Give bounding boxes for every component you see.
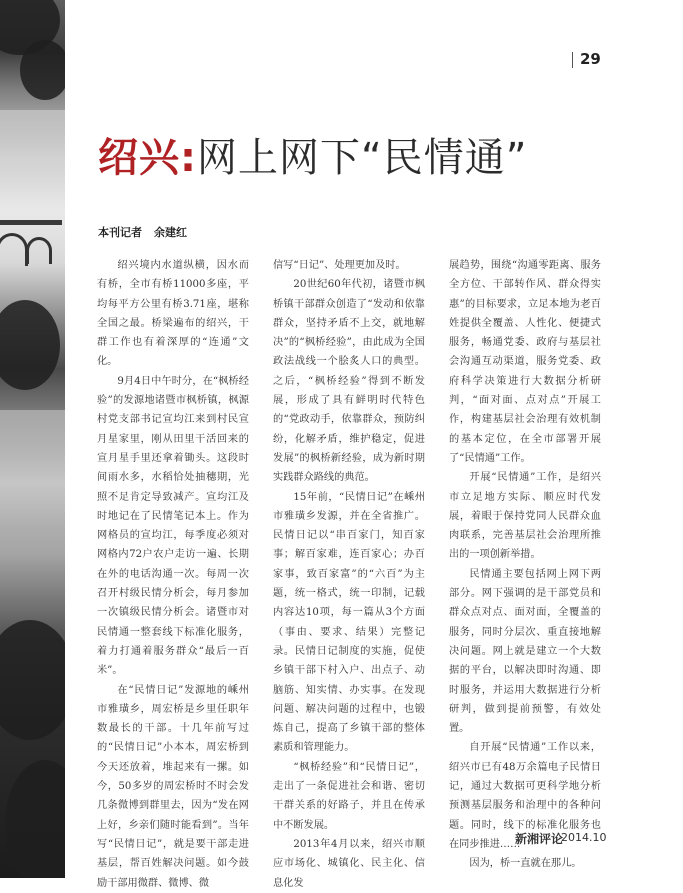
photo-tree (5, 760, 65, 878)
photo-bridge (0, 220, 62, 271)
article-column-2 (273, 256, 425, 893)
paragraph: 在“民情日记”发源地的嵊州市雅璜乡，周宏桥是乡里任职年数最长的干部。十几年前写过的“民情日记”小本本，周宏桥到今天还放着，堆起来有一摞。如今，50多岁的周宏桥时不时会发几条微博到群里去，因为“发在网上好，乡亲们随时能看到”。当年写“民情日记”，就是要干部走进基层，帮百姓解决问题。如今鼓励干部用微群、微博、微 (97, 684, 249, 889)
paragraph: 因为，桥一直就在那儿。 (469, 858, 582, 870)
title-rest: 网上网下“民情通” (197, 135, 528, 181)
page-number-divider (572, 52, 573, 68)
byline-author: 余建红 (154, 226, 187, 239)
article-column-3 (449, 256, 601, 874)
photo-tree (0, 620, 65, 740)
article-title (98, 134, 527, 182)
paragraph: 自开展“民情通”工作以来，绍兴市已有48万余篇电子民情日记，通过大数据可更科学地分析预测基层服务和治理中的各种问题。同时，线下的标准化服务也在同步推进…… (449, 742, 601, 850)
paragraph: 绍兴境内水道纵横，因水而有桥，全市有桥11000多座，平均每平方公里有桥3.71座，堪称全国之最。桥梁遍布的绍兴，干群工作也有着深厚的“连通”文化。 (97, 260, 249, 368)
paragraph: 展趋势，围绕“沟通零距离、服务全方位、干部转作风、群众得实惠”的目标要求，立足本地为老百姓提供全覆盖、人性化、便捷式服务，畅通党委、政府与基层社会沟通互动渠道，服务党委、政府科学决策进行大数据分析研判，“面对面、点对点”开展工作，构建基层社会治理有效机制的基本定位，在全市部署开展了“民情通”工作。 (449, 260, 601, 464)
photo-water (0, 410, 65, 530)
photo-water (0, 110, 65, 170)
paragraph: 信写“日记”、处理更加及时。 (273, 260, 406, 271)
paragraph: 20世纪60年代初，诸暨市枫桥镇干部群众创造了“发动和依靠群众，坚持矛盾不上交，就地解决”的“枫桥经验”，由此成为全国政法战线一个脍炙人口的典型。之后，“枫桥经验”得到不断发展，形成了具有鲜明时代特色的“党政动手，依靠群众，预防纠纷，化解矛盾，维护稳定，促进发展”的枫桥新经验，成为新时期实践群众路线的典范。 (273, 279, 425, 484)
paragraph: “枫桥经验”和“民情日记”，走出了一条促进社会和谐、密切干群关系的好路子，并且在传承中不断发展。 (273, 761, 425, 831)
paragraph: 2013年4月以来，绍兴市顺应市场化、城镇化、民主化、信息化发 (273, 838, 425, 889)
paragraph: 15年前，“民情日记”在嵊州市雅璜乡发源，并在全省推广。民情日记以“串百家门，知百家事；解百家难，连百家心；办百家事，致百家富”的“六百”为主题，统一格式，统一印制，记载内容达10项，每一篇从3个方面（事由、要求、结果）完整记录。民情日记制度的实施，促使乡镇干部下村入户、出点子、动脑筋、知实情、办实事。在发现问题、解决问题的过程中，也锻炼自己，提高了乡镇干部的整体素质和管理能力。 (273, 491, 425, 754)
paragraph: 9月4日中午时分，在“枫桥经验”的发源地诸暨市枫桥镇，枫源村党支部书记宣均江来到村民宣月星家里，刚从田里干活回来的宣月星手里还拿着锄头。这段时间雨水多，水稻恰处抽穗期，光照不足肯定导致减产。宣均江及时地记在了民情笔记本上。作为网格员的宣均江，每季度必须对网格内72户农户走访一遍、长期在外的电话沟通一次。每周一次召开村级民情分析会，每月参加一次镇级民情分析会。诸暨市对民情通一整套线下标准化服务，着力打通着服务群众“最后一百米”。 (97, 375, 249, 677)
photo-tree (0, 300, 60, 390)
article-column-1 (97, 256, 249, 893)
byline-role: 本刊记者 (98, 226, 142, 239)
magazine-logo: 新湘评论 (515, 832, 564, 846)
side-photo (0, 0, 65, 878)
title-city: 绍兴 (98, 135, 180, 181)
byline (98, 224, 187, 240)
issue-date: 2014.10 (561, 831, 607, 844)
paragraph: 开展“民情通”工作，是绍兴市立足地方实际、顺应时代发展，着眼于保持党同人民群众血肉联系，完善基层社会治理所推出的一项创新举措。 (449, 472, 601, 561)
paragraph: 民情通主要包括网上网下两部分。网下强调的是干部党员和群众点对点、面对面，全覆盖的服务，同时分层次、重直接地解决问题。网上就是建立一个大数据的平台，以解决即时沟通、即时服务，并运用大数据进行分析研判，做到提前预警，有效处置。 (449, 568, 601, 735)
photo-tree (20, 40, 65, 100)
title-separator: : (180, 135, 197, 181)
page-number: 29 (580, 50, 601, 68)
